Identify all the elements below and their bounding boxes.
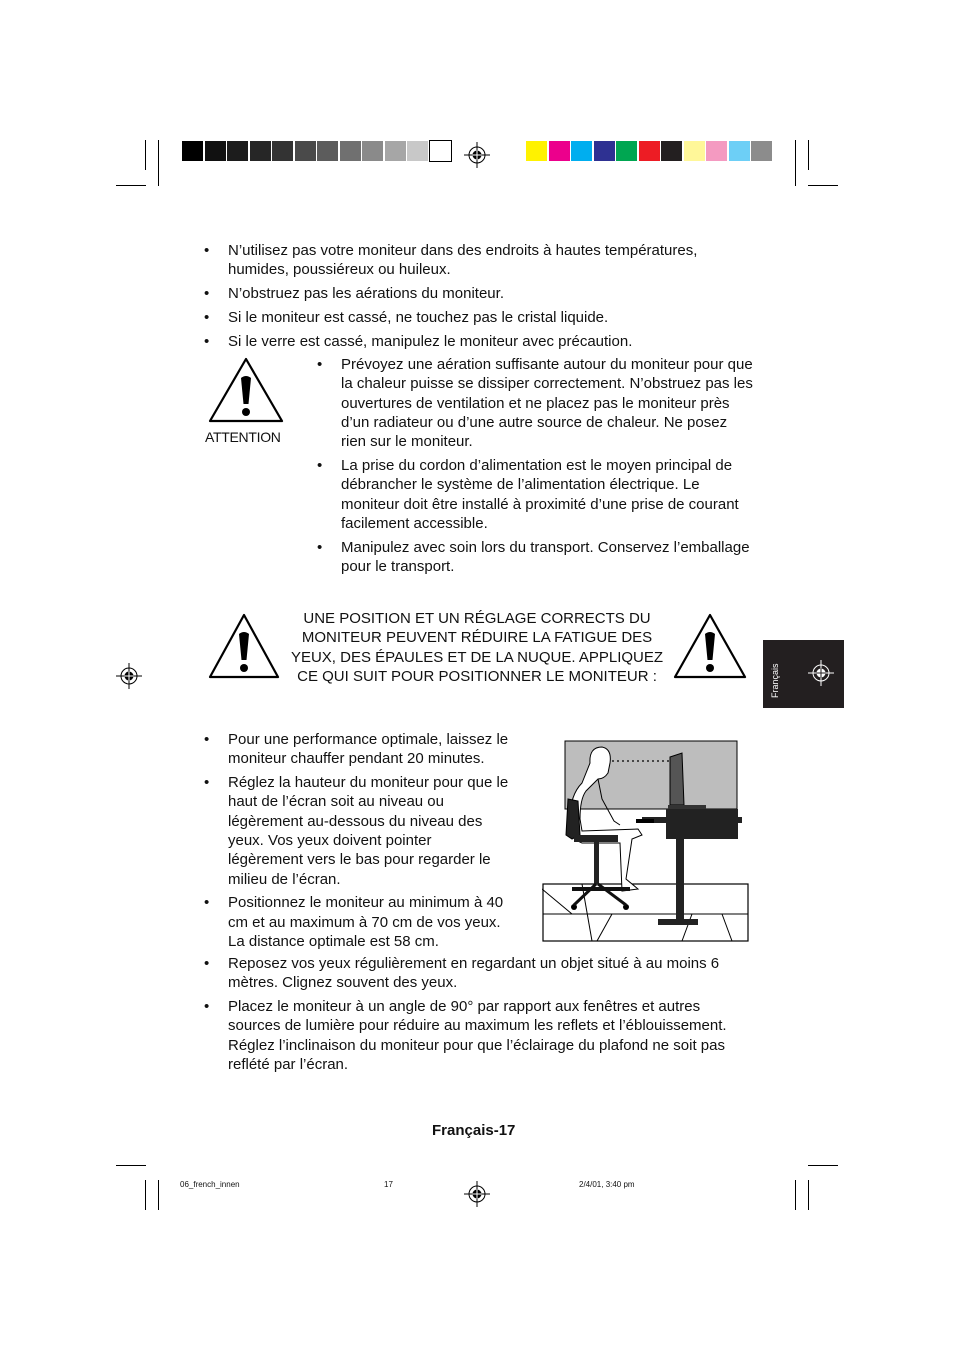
list-item: • Si le moniteur est cassé, ne touchez pas le cristal liquide. — [204, 308, 744, 327]
grey-swatch — [250, 141, 271, 161]
grey-swatch — [340, 141, 361, 161]
footer-filename: 06_french_innen — [180, 1180, 240, 1189]
grey-swatch — [317, 141, 338, 161]
list-item: • Pour une performance optimale, laissez le moniteur chauffer pendant 20 minutes. — [204, 730, 534, 769]
warning-triangle-icon — [207, 612, 281, 680]
workstation-illustration — [542, 739, 750, 943]
grey-swatch — [182, 141, 203, 161]
registration-mark-icon — [464, 1181, 490, 1207]
list-item: • Prévoyez une aération suffisante autour du moniteur pour que la chaleur puisse se dissiper correctement. N’obstruez pas les ouvertures de ventilation et ne placez pas le moniteur près d’un radiateur ou d’une autre source de chaleur. Ne posez rien sur le moniteur. — [317, 355, 753, 451]
grey-swatch — [430, 141, 451, 161]
grey-swatch — [385, 141, 406, 161]
color-swatch — [706, 141, 727, 161]
color-swatch — [661, 141, 682, 161]
grey-swatch — [227, 141, 248, 161]
color-swatch — [594, 141, 615, 161]
color-swatch — [526, 141, 547, 161]
footer-page: 17 — [384, 1180, 393, 1189]
color-swatch — [751, 141, 772, 161]
list-item: • La prise du cordon d’alimentation est le moyen principal de débrancher le système de l’alimentation électrique. Le moniteur doit être installé à proximité d’une prise de courant facilement accessible. — [317, 456, 753, 533]
page-number: Français-17 — [432, 1122, 516, 1139]
warning-triangle-icon — [672, 612, 748, 680]
color-swatch — [639, 141, 660, 161]
ergonomics-list-continued — [204, 954, 744, 1079]
ergonomics-list — [204, 730, 534, 956]
warning-triangle-icon — [207, 356, 285, 424]
grey-swatch — [362, 141, 383, 161]
footer-date: 2/4/01, 3:40 pm — [579, 1180, 635, 1189]
grey-swatch — [205, 141, 226, 161]
list-item: • N’utilisez pas votre moniteur dans des endroits à hautes températures, humides, poussiéreux ou huileux. — [204, 241, 744, 280]
attention-label: ATTENTION — [205, 429, 281, 445]
attention-list — [317, 355, 753, 581]
side-tab-label: Français — [770, 663, 780, 698]
registration-mark-icon — [464, 142, 490, 168]
list-item: • Reposez vos yeux régulièrement en regardant un objet situé à au moins 6 mètres. Clignez souvent des yeux. — [204, 954, 744, 993]
list-item: • Manipulez avec soin lors du transport. Conservez l’emballage pour le transport. — [317, 538, 753, 577]
color-swatch — [616, 141, 637, 161]
list-item: • Positionnez le moniteur au minimum à 40 cm et au maximum à 70 cm de vos yeux. La distance optimale est 58 cm. — [204, 893, 504, 951]
precautions-list — [204, 241, 744, 355]
color-swatch — [549, 141, 570, 161]
caution-heading: UNE POSITION ET UN RÉGLAGE CORRECTS DU MONITEUR PEUVENT RÉDUIRE LA FATIGUE DES YEUX, DES ÉPAULES ET DE LA NUQUE. APPLIQUEZ CE QUI SUIT POUR POSITIONNER LE MONITEUR : — [290, 610, 664, 685]
color-swatch — [571, 141, 592, 161]
color-swatch — [729, 141, 750, 161]
grey-swatch — [295, 141, 316, 161]
list-item: • Placez le moniteur à un angle de 90° par rapport aux fenêtres et autres sources de lumière pour réduire au maximum les reflets et l’éblouissement. Réglez l’inclinaison du moniteur pour que l’éclairage du plafond ne soit pas reflété par l’écran. — [204, 997, 744, 1074]
color-swatch — [684, 141, 705, 161]
registration-mark-icon — [808, 660, 834, 686]
list-item: • Si le verre est cassé, manipulez le moniteur avec précaution. — [204, 332, 744, 351]
grey-swatch — [272, 141, 293, 161]
list-item: • N’obstruez pas les aérations du moniteur. — [204, 284, 744, 303]
grey-swatch — [407, 141, 428, 161]
registration-mark-icon — [116, 663, 142, 689]
list-item: • Réglez la hauteur du moniteur pour que le haut de l’écran soit au niveau ou légèrement au-dessous du niveau des yeux. Vos yeux doivent pointer légèrement vers le bas pour regarder le milieu de l’écran. — [204, 773, 510, 889]
